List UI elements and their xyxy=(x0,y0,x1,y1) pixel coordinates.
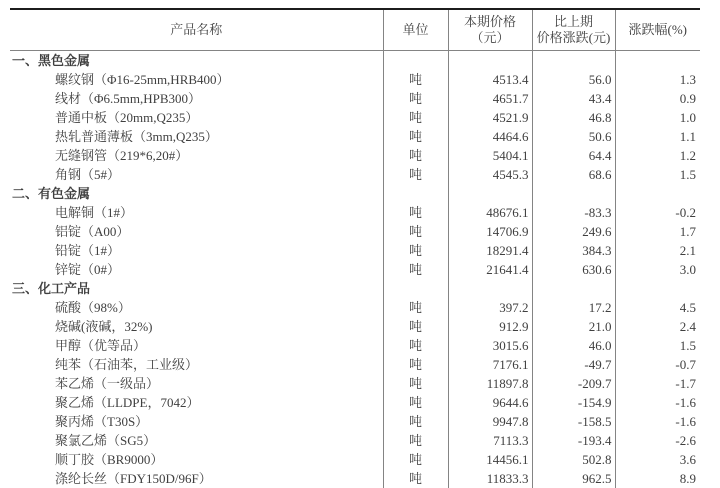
pct-cell: 3.0 xyxy=(615,260,700,279)
price-cell: 4513.4 xyxy=(448,70,532,89)
price-cell: 11897.8 xyxy=(448,374,532,393)
product-row xyxy=(10,70,700,89)
price-cell: 912.9 xyxy=(448,317,532,336)
pct-cell: 1.0 xyxy=(615,108,700,127)
pct-cell: -0.2 xyxy=(615,203,700,222)
product-name-cell: 一、黑色金属 xyxy=(10,51,383,71)
product-name-cell: 热轧普通薄板（3mm,Q235） xyxy=(10,127,383,146)
change-cell: 64.4 xyxy=(532,146,615,165)
product-name-cell: 二、有色金属 xyxy=(10,184,383,203)
change-cell: 43.4 xyxy=(532,89,615,108)
product-row xyxy=(10,393,700,412)
product-row xyxy=(10,146,700,165)
product-name-cell: 苯乙烯（一级品） xyxy=(10,374,383,393)
product-row xyxy=(10,336,700,355)
unit-cell xyxy=(383,51,448,71)
unit-cell: 吨 xyxy=(383,298,448,317)
unit-cell: 吨 xyxy=(383,431,448,450)
price-cell xyxy=(448,279,532,298)
unit-cell: 吨 xyxy=(383,165,448,184)
unit-cell: 吨 xyxy=(383,374,448,393)
product-row xyxy=(10,469,700,488)
price-cell: 7176.1 xyxy=(448,355,532,374)
price-cell xyxy=(448,184,532,203)
pct-cell: 8.9 xyxy=(615,469,700,488)
pct-cell: -1.6 xyxy=(615,412,700,431)
change-cell: 46.0 xyxy=(532,336,615,355)
pct-cell xyxy=(615,184,700,203)
product-name-cell: 聚乙烯（LLDPE，7042） xyxy=(10,393,383,412)
product-row xyxy=(10,127,700,146)
change-cell: 384.3 xyxy=(532,241,615,260)
pct-cell: 1.7 xyxy=(615,222,700,241)
product-row xyxy=(10,431,700,450)
header-row xyxy=(10,9,700,51)
unit-cell: 吨 xyxy=(383,108,448,127)
pct-cell: 1.3 xyxy=(615,70,700,89)
change-cell: 17.2 xyxy=(532,298,615,317)
pct-cell xyxy=(615,51,700,71)
change-cell: 46.8 xyxy=(532,108,615,127)
unit-cell: 吨 xyxy=(383,146,448,165)
unit-cell: 吨 xyxy=(383,317,448,336)
pct-cell: -1.6 xyxy=(615,393,700,412)
product-name-cell: 聚丙烯（T30S） xyxy=(10,412,383,431)
price-cell: 397.2 xyxy=(448,298,532,317)
product-row xyxy=(10,108,700,127)
price-cell: 11833.3 xyxy=(448,469,532,488)
price-cell: 4521.9 xyxy=(448,108,532,127)
col-header-product-name xyxy=(10,9,383,51)
price-table-body xyxy=(10,51,700,488)
category-row xyxy=(10,184,700,203)
unit-cell: 吨 xyxy=(383,260,448,279)
col-header-unit-label: 单位 xyxy=(386,22,446,38)
product-row xyxy=(10,203,700,222)
pct-cell: -2.6 xyxy=(615,431,700,450)
product-row xyxy=(10,222,700,241)
product-row xyxy=(10,374,700,393)
unit-cell xyxy=(383,184,448,203)
product-name-cell: 螺纹钢（Φ16-25mm,HRB400） xyxy=(10,70,383,89)
col-header-current-price xyxy=(448,9,532,51)
product-name-cell: 无缝钢管（219*6,20#） xyxy=(10,146,383,165)
change-cell: 21.0 xyxy=(532,317,615,336)
col-header-unit xyxy=(383,9,448,51)
change-cell: -154.9 xyxy=(532,393,615,412)
product-name-cell: 甲醇（优等品） xyxy=(10,336,383,355)
product-name-cell: 电解铜（1#） xyxy=(10,203,383,222)
col-header-current-price-line1: 本期价格 xyxy=(451,14,530,30)
product-name-cell: 涤纶长丝（FDY150D/96F） xyxy=(10,469,383,488)
price-cell: 18291.4 xyxy=(448,241,532,260)
product-name-cell: 铝锭（A00） xyxy=(10,222,383,241)
product-row xyxy=(10,298,700,317)
unit-cell: 吨 xyxy=(383,355,448,374)
unit-cell: 吨 xyxy=(383,412,448,431)
unit-cell: 吨 xyxy=(383,393,448,412)
pct-cell: 0.9 xyxy=(615,89,700,108)
change-cell: -83.3 xyxy=(532,203,615,222)
unit-cell: 吨 xyxy=(383,241,448,260)
pct-cell: 2.1 xyxy=(615,241,700,260)
change-cell: 68.6 xyxy=(532,165,615,184)
price-cell: 5404.1 xyxy=(448,146,532,165)
col-header-price-change xyxy=(532,9,615,51)
pct-cell: 1.5 xyxy=(615,165,700,184)
price-cell: 21641.4 xyxy=(448,260,532,279)
change-cell: -49.7 xyxy=(532,355,615,374)
pct-cell: 3.6 xyxy=(615,450,700,469)
product-row xyxy=(10,241,700,260)
product-name-cell: 硫酸（98%） xyxy=(10,298,383,317)
product-name-cell: 烧碱(液碱，32%) xyxy=(10,317,383,336)
change-cell xyxy=(532,279,615,298)
pct-cell: 1.2 xyxy=(615,146,700,165)
col-header-price-change-line2: 价格涨跌(元) xyxy=(535,30,613,46)
product-name-cell: 线材（Φ6.5mm,HPB300） xyxy=(10,89,383,108)
product-name-cell: 聚氯乙烯（SG5） xyxy=(10,431,383,450)
price-cell: 9644.6 xyxy=(448,393,532,412)
change-cell: 630.6 xyxy=(532,260,615,279)
col-header-change-pct-label: 涨跌幅(%) xyxy=(618,22,699,38)
product-name-cell: 顺丁胶（BR9000） xyxy=(10,450,383,469)
product-name-cell: 锌锭（0#） xyxy=(10,260,383,279)
price-cell: 7113.3 xyxy=(448,431,532,450)
col-header-price-change-line1: 比上期 xyxy=(535,14,613,30)
pct-cell: -0.7 xyxy=(615,355,700,374)
change-cell: 962.5 xyxy=(532,469,615,488)
product-row xyxy=(10,89,700,108)
product-row xyxy=(10,165,700,184)
product-name-cell: 铅锭（1#） xyxy=(10,241,383,260)
change-cell: 50.6 xyxy=(532,127,615,146)
product-name-cell: 普通中板（20mm,Q235） xyxy=(10,108,383,127)
pct-cell: 1.1 xyxy=(615,127,700,146)
pct-cell: -1.7 xyxy=(615,374,700,393)
price-table-header xyxy=(10,9,700,51)
category-row xyxy=(10,279,700,298)
price-table xyxy=(10,8,700,488)
product-name-cell: 纯苯（石油苯，工业级） xyxy=(10,355,383,374)
product-row xyxy=(10,317,700,336)
unit-cell xyxy=(383,279,448,298)
change-cell: -209.7 xyxy=(532,374,615,393)
pct-cell xyxy=(615,279,700,298)
price-cell: 3015.6 xyxy=(448,336,532,355)
change-cell: 249.6 xyxy=(532,222,615,241)
pct-cell: 1.5 xyxy=(615,336,700,355)
pct-cell: 4.5 xyxy=(615,298,700,317)
change-cell: -158.5 xyxy=(532,412,615,431)
unit-cell: 吨 xyxy=(383,469,448,488)
product-row xyxy=(10,260,700,279)
product-row xyxy=(10,355,700,374)
unit-cell: 吨 xyxy=(383,203,448,222)
change-cell: 56.0 xyxy=(532,70,615,89)
price-cell: 4464.6 xyxy=(448,127,532,146)
col-header-current-price-line2: （元） xyxy=(451,30,530,46)
unit-cell: 吨 xyxy=(383,450,448,469)
price-cell xyxy=(448,51,532,71)
price-cell: 14456.1 xyxy=(448,450,532,469)
price-cell: 4545.3 xyxy=(448,165,532,184)
pct-cell: 2.4 xyxy=(615,317,700,336)
category-row xyxy=(10,51,700,71)
price-cell: 48676.1 xyxy=(448,203,532,222)
change-cell xyxy=(532,51,615,71)
product-name-cell: 三、化工产品 xyxy=(10,279,383,298)
col-header-product-name-label: 产品名称 xyxy=(12,22,381,38)
change-cell: 502.8 xyxy=(532,450,615,469)
unit-cell: 吨 xyxy=(383,222,448,241)
price-cell: 4651.7 xyxy=(448,89,532,108)
change-cell: -193.4 xyxy=(532,431,615,450)
product-row xyxy=(10,450,700,469)
price-table-container xyxy=(10,8,700,488)
unit-cell: 吨 xyxy=(383,70,448,89)
price-cell: 9947.8 xyxy=(448,412,532,431)
col-header-change-pct xyxy=(615,9,700,51)
unit-cell: 吨 xyxy=(383,89,448,108)
unit-cell: 吨 xyxy=(383,336,448,355)
price-cell: 14706.9 xyxy=(448,222,532,241)
unit-cell: 吨 xyxy=(383,127,448,146)
product-name-cell: 角钢（5#） xyxy=(10,165,383,184)
change-cell xyxy=(532,184,615,203)
product-row xyxy=(10,412,700,431)
